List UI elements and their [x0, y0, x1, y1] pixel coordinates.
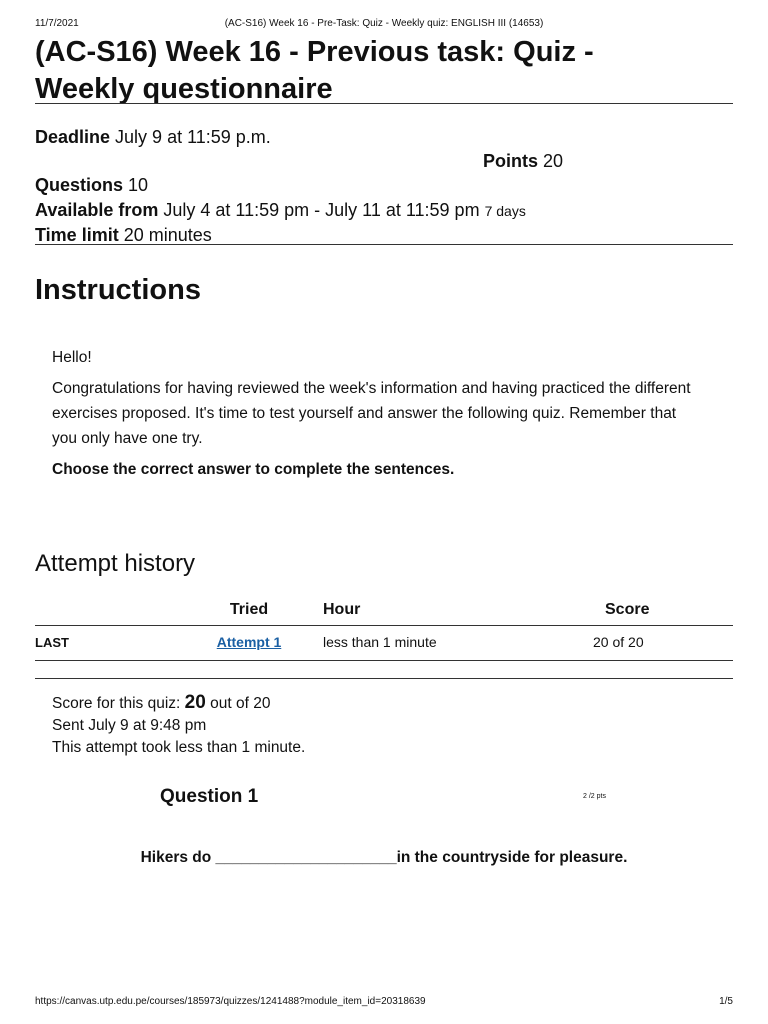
table-header-row — [35, 598, 733, 626]
questions-row — [35, 175, 148, 196]
column-header-score: Score — [593, 598, 733, 626]
column-header-hour: Hour — [323, 598, 593, 626]
attempt-time: less than 1 minute — [323, 626, 593, 661]
questions-label: Questions — [35, 175, 124, 195]
score-prefix: Score for this quiz: — [52, 695, 185, 712]
print-header — [35, 18, 733, 32]
print-title: (AC-S16) Week 16 - Pre-Task: Quiz - Weekly quiz: ENGLISH III (14653) — [224, 18, 544, 29]
deadline-row — [35, 127, 271, 148]
points-label: Points — [483, 151, 539, 171]
time-limit-row — [35, 225, 212, 246]
instructions-body — [52, 345, 702, 488]
deadline-value: July 9 at 11:59 p.m. — [115, 127, 271, 147]
sent-time: Sent July 9 at 9:48 pm — [52, 717, 207, 734]
question-text: Hikers do _____________________in the countryside for pleasure. — [140, 849, 628, 866]
score-suffix: out of 20 — [205, 695, 271, 712]
instructions-greeting: Hello! — [52, 349, 92, 366]
history-divider — [35, 678, 733, 679]
question-points: 2 /2 pts — [583, 793, 606, 800]
attempt-duration: This attempt took less than 1 minute. — [52, 739, 306, 756]
attempt-1-link[interactable]: Attempt 1 — [216, 634, 282, 650]
print-date: 11/7/2021 — [35, 18, 79, 29]
attempt-label: LAST — [35, 626, 175, 661]
available-value: July 4 at 11:59 pm - July 11 at 11:59 pm — [163, 200, 480, 220]
instructions-directive: Choose the correct answer to complete the sentences. — [52, 461, 455, 478]
title-divider — [35, 103, 733, 104]
quiz-result — [52, 692, 305, 759]
deadline-label: Deadline — [35, 127, 111, 147]
page-number: 1/5 — [719, 996, 733, 1007]
time-limit-label: Time limit — [35, 225, 119, 245]
print-url: https://canvas.utp.edu.pe/courses/185973/quizzes/1241488?module_item_id=20318639 — [35, 996, 426, 1007]
quiz-score-line — [52, 692, 305, 715]
points-value: 20 — [543, 151, 564, 171]
column-header-tried: Tried — [175, 598, 323, 626]
print-footer — [35, 996, 733, 1010]
available-label: Available from — [35, 200, 159, 220]
available-row — [35, 200, 526, 221]
attempt-score: 20 of 20 — [593, 626, 733, 661]
attempt-history-table — [35, 598, 733, 661]
page-title: (AC-S16) Week 16 - Previous task: Quiz - Weekly questionnaire — [35, 36, 594, 105]
table-row — [35, 626, 733, 661]
points-row — [483, 151, 563, 172]
available-duration: 7 days — [484, 203, 526, 219]
question-title: Question 1 — [160, 786, 259, 807]
time-limit-value: 20 minutes — [123, 225, 212, 245]
attempt-cell — [175, 626, 323, 661]
instructions-heading: Instructions — [35, 274, 201, 306]
details-divider — [35, 244, 733, 245]
column-header-label — [35, 598, 175, 626]
instructions-paragraph: Congratulations for having reviewed the week's information and having practiced the different exercises proposed. It's time to test yourself and answer the following quiz. Remember that you only have one try. — [52, 380, 691, 447]
attempt-history-heading: Attempt history — [35, 550, 196, 577]
score-value: 20 — [184, 692, 206, 713]
questions-value: 10 — [128, 175, 149, 195]
